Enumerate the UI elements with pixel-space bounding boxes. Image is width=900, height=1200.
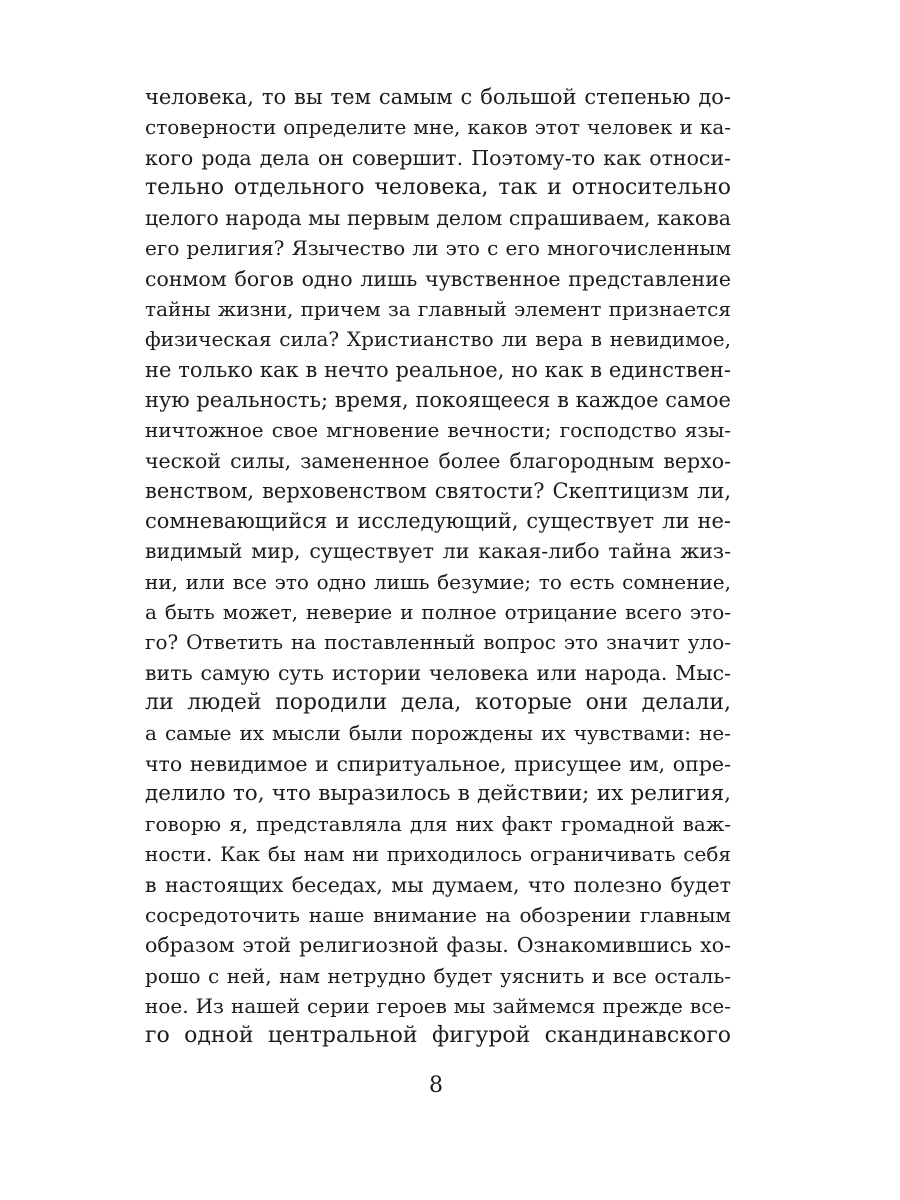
body-text (145, 82, 731, 1052)
text-line: тельно отдельного человека, так и относительно (145, 174, 731, 200)
page-number: 8 (429, 1073, 443, 1098)
text-line: сонмом богов одно лишь чувственное представление (145, 266, 731, 291)
text-line: сомневающийся и исследующий, существует ли не- (145, 509, 731, 534)
text-line: а быть может, неверие и полное отрицание всего это- (145, 600, 731, 625)
text-line: что невидимое и спиритуальное, присущее им, опре- (145, 751, 731, 776)
text-line: кого рода дела он совершит. Поэтому-то как относи- (145, 145, 731, 170)
text-line: его религия? Язычество ли это с его многочисленным (145, 236, 731, 261)
text-line: образом этой религиозной фазы. Ознакомившись хо- (145, 933, 731, 958)
text-line: го? Ответить на поставленный вопрос это значит уло- (145, 630, 731, 655)
text-line: рошо с ней, нам нетрудно будет уяснить и все осталь- (145, 963, 731, 988)
text-line: ности. Как бы нам ни приходилось ограничивать себя (145, 842, 731, 867)
text-line: целого народа мы первым делом спрашиваем, какова (145, 206, 731, 231)
text-line: ничтожное свое мгновение вечности; господство язы- (145, 418, 731, 443)
text-line: венством, верховенством святости? Скептицизм ли, (145, 478, 731, 503)
text-line: говорю я, представляла для них факт громадной важ- (145, 812, 731, 837)
text-line: делило то, что выразилось в действии; их религия, (145, 780, 731, 806)
text-line: в настоящих беседах, мы думаем, что полезно будет (145, 872, 731, 897)
text-line: го одной центральной фигурой скандинавского (145, 1023, 731, 1049)
text-line: стоверности определите мне, каков этот человек и ка- (145, 115, 731, 140)
text-line: а самые их мысли были порождены их чувствами: не- (145, 721, 731, 746)
text-line: ческой силы, замененное более благородным верхо- (145, 448, 731, 473)
text-line: ли людей породили дела, которые они делали, (145, 689, 731, 715)
text-line: физическая сила? Христианство ли вера в невидимое, (145, 327, 731, 352)
text-line: тайны жизни, причем за главный элемент признается (145, 297, 731, 322)
text-line: сосредоточить наше внимание на обозрении главным (145, 903, 731, 928)
text-line: не только как в нечто реальное, но как в единствен- (145, 357, 731, 382)
text-line: ную реальность; время, покоящееся в каждое самое (145, 387, 731, 412)
text-line: ное. Из нашей серии героев мы займемся прежде все- (145, 993, 731, 1018)
text-line: видимый мир, существует ли какая-либо тайна жиз- (145, 539, 731, 564)
text-line: человека, то вы тем самым с большой степенью до- (145, 85, 731, 109)
text-line: ни, или все это одно лишь безумие; то есть сомнение, (145, 569, 731, 594)
text-line: вить самую суть истории человека или народа. Мыс- (145, 660, 731, 685)
